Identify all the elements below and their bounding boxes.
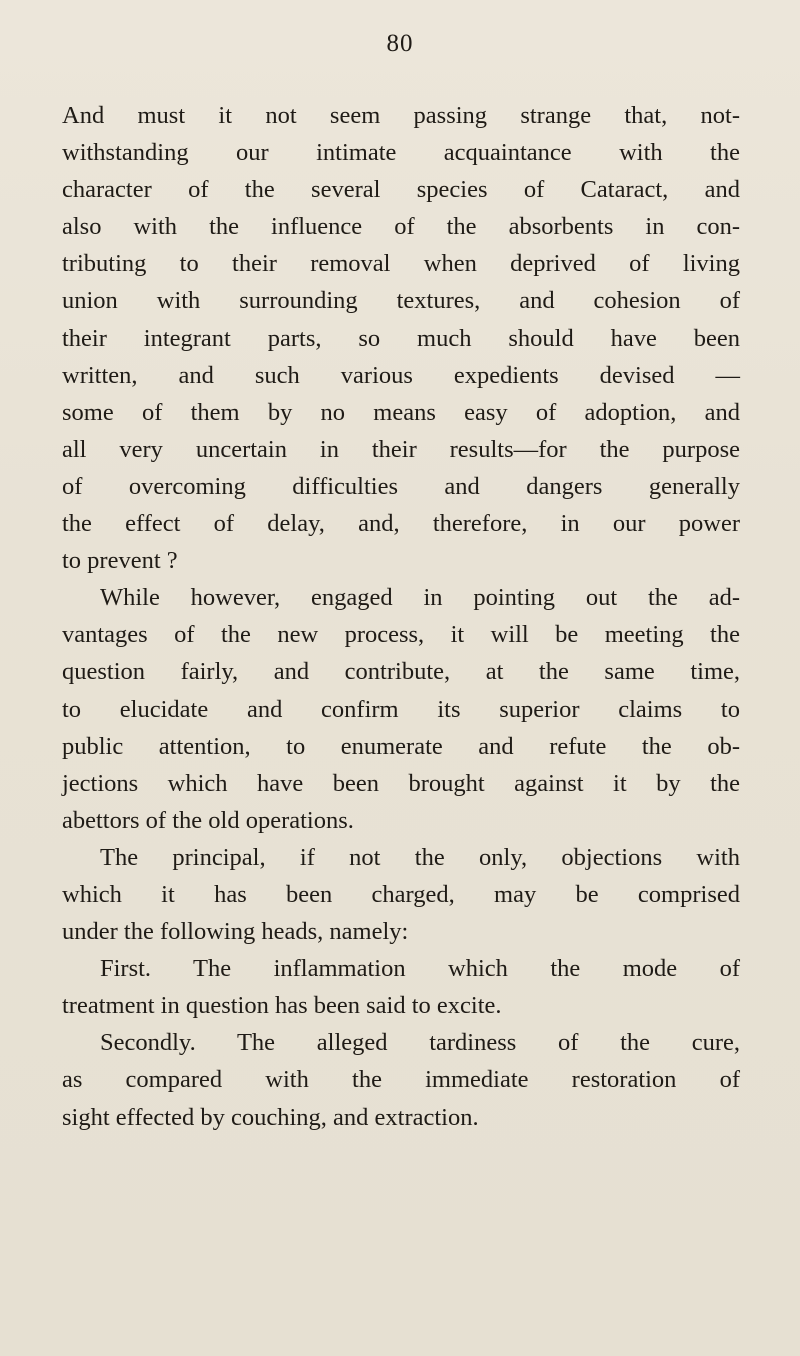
text-line: tributing to their removal when deprived of living [62, 250, 740, 278]
text-line: public attention, to enumerate and refute the ob- [62, 732, 740, 760]
text-line: written, and such various expedients devised — [62, 361, 740, 389]
text-line: their integrant parts, so much should have been [62, 324, 740, 352]
text-line: which it has been charged, may be comprised [62, 880, 740, 908]
text-line: union with surrounding textures, and cohesion of [62, 287, 740, 315]
text-line: abettors of the old operations. [62, 806, 354, 834]
text-line: First. The inflammation which the mode of [100, 955, 740, 983]
page-number: 80 [386, 30, 414, 57]
text-line: some of them by no means easy of adoption, and [62, 398, 740, 426]
text-line: under the following heads, namely: [62, 918, 409, 946]
text-line: jections which have been brought against it by the [62, 769, 740, 797]
text-line: all very uncertain in their results—for the purpose [62, 435, 740, 463]
text-line: character of the several species of Cataract, and [62, 176, 740, 204]
text-line: And must it not seem passing strange that, not- [62, 102, 740, 129]
text-line: The principal, if not the only, objections with [100, 843, 740, 871]
text-line: vantages of the new process, it will be meeting the [62, 621, 740, 649]
text-line: of overcoming difficulties and dangers generally [62, 472, 740, 500]
text-line: Secondly. The alleged tardiness of the cure, [100, 1029, 740, 1057]
text-line: to elucidate and confirm its superior claims to [62, 695, 740, 723]
text-line: also with the influence of the absorbents in con- [62, 213, 740, 241]
text-line: the effect of delay, and, therefore, in our power [62, 510, 740, 538]
text-line: treatment in question has been said to excite. [62, 992, 502, 1020]
text-line: to prevent ? [62, 547, 178, 575]
body-text [62, 97, 740, 1136]
text-line: While however, engaged in pointing out the ad- [100, 584, 740, 612]
text-line: question fairly, and contribute, at the same time, [62, 658, 740, 686]
text-line: sight effected by couching, and extraction. [62, 1103, 479, 1131]
text-line: withstanding our intimate acquaintance with the [62, 139, 740, 167]
text-line: as compared with the immediate restoration of [62, 1066, 740, 1094]
